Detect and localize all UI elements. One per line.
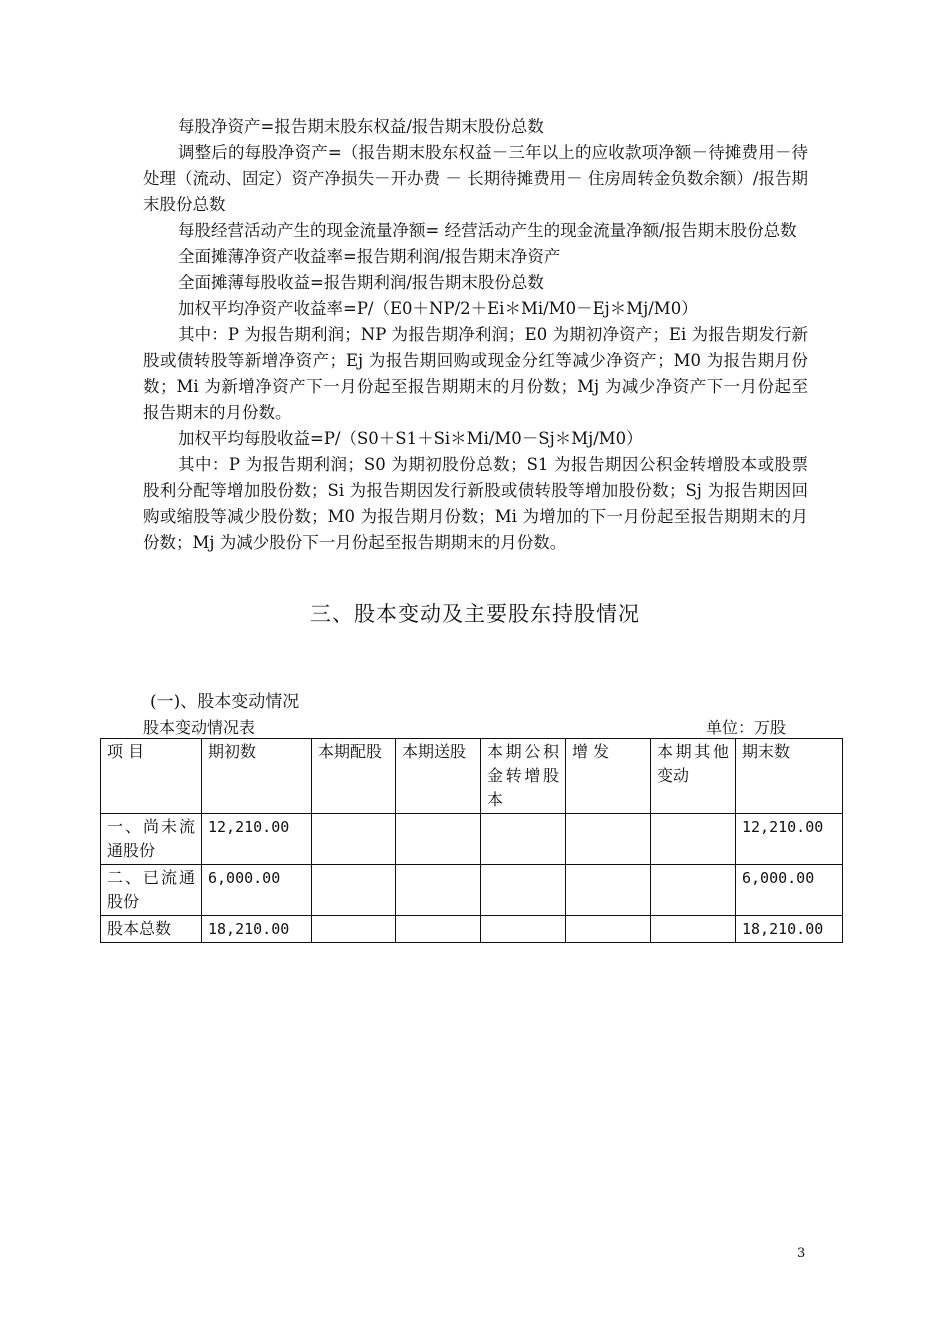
- paragraph: 每股净资产=报告期末股东权益/报告期末股份总数: [178, 117, 544, 136]
- section-title: 三、股本变动及主要股东持股情况: [310, 602, 640, 626]
- cell-new-issue: [566, 814, 651, 865]
- cell-bonus-shares: [396, 865, 481, 916]
- cell-closing: 18,210.00: [736, 916, 843, 943]
- table-row: [101, 916, 843, 943]
- cell-other-changes: [651, 865, 736, 916]
- paragraph: 加权平均每股收益=P/（S0＋S1＋Si＊Mi/M0－Sj＊Mj/M0）: [178, 429, 643, 448]
- header-cell: 本期送股: [396, 739, 481, 814]
- header-cell: 项 目: [101, 739, 202, 814]
- row-label: 二、已流通股份: [101, 865, 202, 916]
- cell-new-issue: [566, 916, 651, 943]
- cell-other-changes: [651, 814, 736, 865]
- cell-reserve-conversion: [481, 916, 566, 943]
- cell-opening: 6,000.00: [202, 865, 312, 916]
- cell-rights-issue: [312, 814, 396, 865]
- subsection-title: (一)、股本变动情况: [150, 692, 300, 712]
- cell-closing: 12,210.00: [736, 814, 843, 865]
- page-number: 3: [797, 1246, 806, 1261]
- header-cell: 期末数: [736, 739, 843, 814]
- paragraph: 其中：P 为报告期利润；S0 为期初股份总数；S1 为报告期因公积金转增股本或股票股利分配等增加股份数；Si 为报告期因发行新股或债转股等增加股份数；Sj 为报告期因回购或缩股等减少股份数；M0 为报告期月份数；Mi 为增加的下一月份起至报告期期末的月份数；Mj 为减少股份下一月份起至报告期期末的月份数。: [143, 455, 808, 552]
- paragraph: 加权平均净资产收益率=P/（E0＋NP/2＋Ei＊Mi/M0－Ej＊Mj/M0）: [178, 299, 698, 318]
- cell-rights-issue: [312, 916, 396, 943]
- cell-other-changes: [651, 916, 736, 943]
- paragraph: 全面摊薄每股收益=报告期利润/报告期末股份总数: [178, 273, 544, 292]
- cell-opening: 12,210.00: [202, 814, 312, 865]
- paragraph: 其中：P 为报告期利润；NP 为报告期净利润；E0 为期初净资产；Ei 为报告期发行新股或债转股等新增净资产；Ej 为报告期回购或现金分红等减少净资产；M0 为报告期月份数；Mi 为新增净资产下一月份起至报告期期末的月份数；Mj 为减少净资产下一月份起至报告期末的月份数。: [143, 325, 808, 422]
- cell-bonus-shares: [396, 916, 481, 943]
- row-label: 一、尚未流通股份: [101, 814, 202, 865]
- header-cell: 期初数: [202, 739, 312, 814]
- cell-reserve-conversion: [481, 814, 566, 865]
- cell-reserve-conversion: [481, 865, 566, 916]
- cell-opening: 18,210.00: [202, 916, 312, 943]
- header-cell: 本期公积金转增股本: [481, 739, 566, 814]
- cell-new-issue: [566, 865, 651, 916]
- header-cell: 增 发: [566, 739, 651, 814]
- table-row: [101, 814, 843, 865]
- table-unit: 单位：万股: [706, 718, 787, 737]
- cell-bonus-shares: [396, 814, 481, 865]
- paragraph: 每股经营活动产生的现金流量净额= 经营活动产生的现金流量净额/报告期末股份总数: [178, 221, 797, 240]
- row-label: 股本总数: [101, 916, 202, 943]
- formula-definitions: [143, 114, 808, 556]
- header-cell: 本期其他变动: [651, 739, 736, 814]
- paragraph: 全面摊薄净资产收益率=报告期利润/报告期末净资产: [178, 247, 561, 266]
- cell-rights-issue: [312, 865, 396, 916]
- paragraph: 调整后的每股净资产=（报告期末股东权益－三年以上的应收款项净额－待摊费用－待处理（流动、固定）资产净损失－开办费 － 长期待摊费用－ 住房周转金负数余额）/报告期末股份总数: [143, 143, 808, 214]
- share-change-table: [100, 738, 843, 943]
- table-caption: 股本变动情况表: [143, 718, 256, 737]
- header-cell: 本期配股: [312, 739, 396, 814]
- table-header-row: [101, 739, 843, 814]
- cell-closing: 6,000.00: [736, 865, 843, 916]
- table-row: [101, 865, 843, 916]
